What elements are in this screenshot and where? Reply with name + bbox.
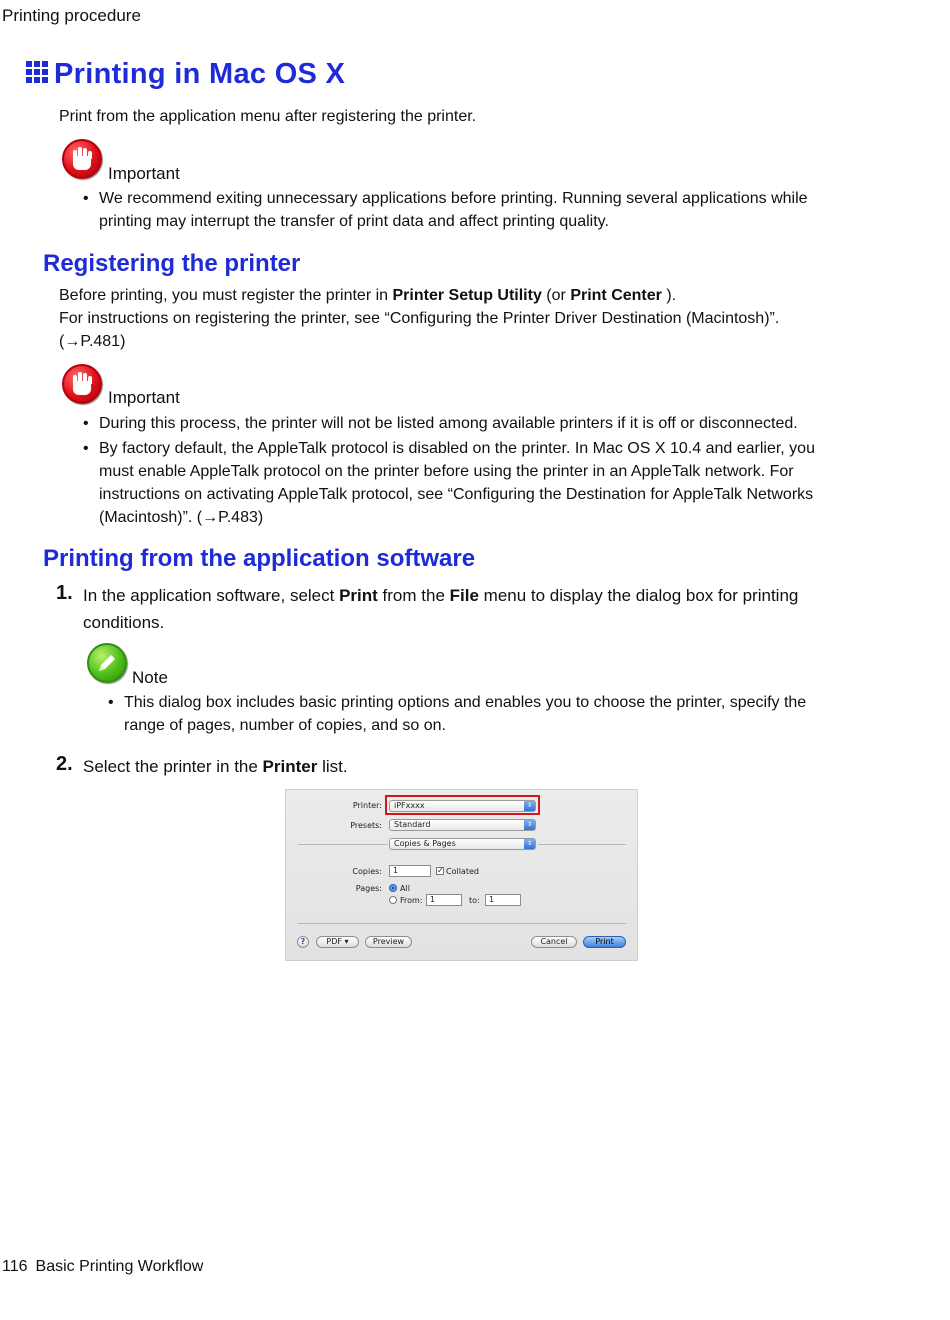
page-footer: [2, 1258, 203, 1276]
registering-line-2: For instructions on registering the printer, see “Configuring the Printer Driver Destination (Macintosh)”.: [59, 310, 780, 327]
collated-checkbox[interactable]: ✓: [437, 866, 444, 875]
note-list: [108, 691, 828, 739]
cancel-button[interactable]: Cancel: [531, 936, 577, 948]
print-dialog-screenshot: [285, 789, 638, 961]
important-list: [83, 187, 843, 235]
pdf-button[interactable]: PDF ▾: [316, 936, 359, 948]
help-button[interactable]: ?: [297, 936, 309, 948]
pages-range-radio[interactable]: [389, 896, 397, 904]
from-input[interactable]: 1: [426, 894, 462, 906]
section-heading-printing: Printing from the application software: [43, 545, 476, 572]
step-1-text: In the application software, select Print from the File menu to display the dialog box for printing conditions.: [83, 586, 799, 632]
print-button[interactable]: Print: [583, 936, 626, 948]
running-header: Printing procedure: [2, 6, 141, 25]
to-input[interactable]: 1: [485, 894, 521, 906]
popup-arrows-icon: ⇕: [524, 820, 535, 830]
copies-input[interactable]: 1: [389, 865, 431, 877]
page-number: 116: [2, 1258, 28, 1275]
note-label: Note: [132, 668, 168, 687]
divider: [298, 844, 388, 845]
important-list: [83, 412, 843, 531]
pages-all-radio[interactable]: [389, 884, 397, 892]
printer-label: Printer:: [352, 801, 382, 810]
page-title-text: Printing in Mac OS X: [54, 58, 346, 90]
list-item: • During this process, the printer will not be listed among available printers if it is off or disconnected.: [83, 412, 843, 435]
registering-line-1: Before printing, you must register the printer in Printer Setup Utility (or Print Center ).: [59, 287, 677, 304]
from-label: From:: [400, 896, 423, 905]
to-label: to:: [469, 896, 480, 905]
preview-button[interactable]: Preview: [365, 936, 412, 948]
section-heading-registering: Registering the printer: [43, 250, 301, 277]
important-label: Important: [108, 388, 180, 407]
footer-title: Basic Printing Workflow: [35, 1258, 204, 1275]
list-item: • By factory default, the AppleTalk protocol is disabled on the printer. In Mac OS X 10.4 and earlier, you must enable AppleTalk protocol on the printer before using the printer in an AppleTalk network. For instructions on activating AppleTalk protocol, see “Configuring the Destination for AppleTalk Networks (Macintosh)”. (→P.483): [83, 437, 843, 529]
page-title: [26, 58, 345, 91]
list-item: • This dialog box includes basic printing options and enables you to choose the printer, specify the range of pages, number of copies, and so on.: [108, 691, 828, 737]
note-pencil-icon: [87, 643, 127, 683]
popup-arrows-icon: ⇕: [524, 839, 535, 849]
highlight-box: [385, 795, 540, 815]
divider: [298, 923, 626, 924]
pages-label: Pages:: [355, 884, 382, 893]
step-2-text: Select the printer in the Printer list.: [83, 757, 348, 776]
important-hand-icon: [62, 139, 102, 179]
step-number: 1.: [56, 582, 73, 604]
copies-label: Copies:: [352, 867, 382, 876]
printer-select[interactable]: iPFxxxx ⇕: [389, 800, 536, 812]
intro-text: Print from the application menu after registering the printer.: [59, 108, 477, 125]
popup-arrows-icon: ⇕: [524, 801, 535, 811]
pages-all-label: All: [400, 884, 410, 893]
grid-icon: [26, 61, 48, 83]
registering-text: [59, 284, 859, 353]
divider: [538, 844, 626, 845]
important-label: Important: [108, 164, 180, 183]
important-hand-icon: [62, 364, 102, 404]
presets-select[interactable]: Standard ⇕: [389, 819, 536, 831]
list-item: • We recommend exiting unnecessary applications before printing. Running several applications while printing may interrupt the transfer of print data and affect printing quality.: [83, 187, 843, 233]
collated-label: Collated: [446, 867, 479, 876]
presets-label: Presets:: [350, 821, 382, 830]
step-number: 2.: [56, 753, 73, 775]
panel-select[interactable]: Copies & Pages ⇕: [389, 838, 536, 850]
page-reference-link[interactable]: (→P.481): [59, 333, 126, 350]
